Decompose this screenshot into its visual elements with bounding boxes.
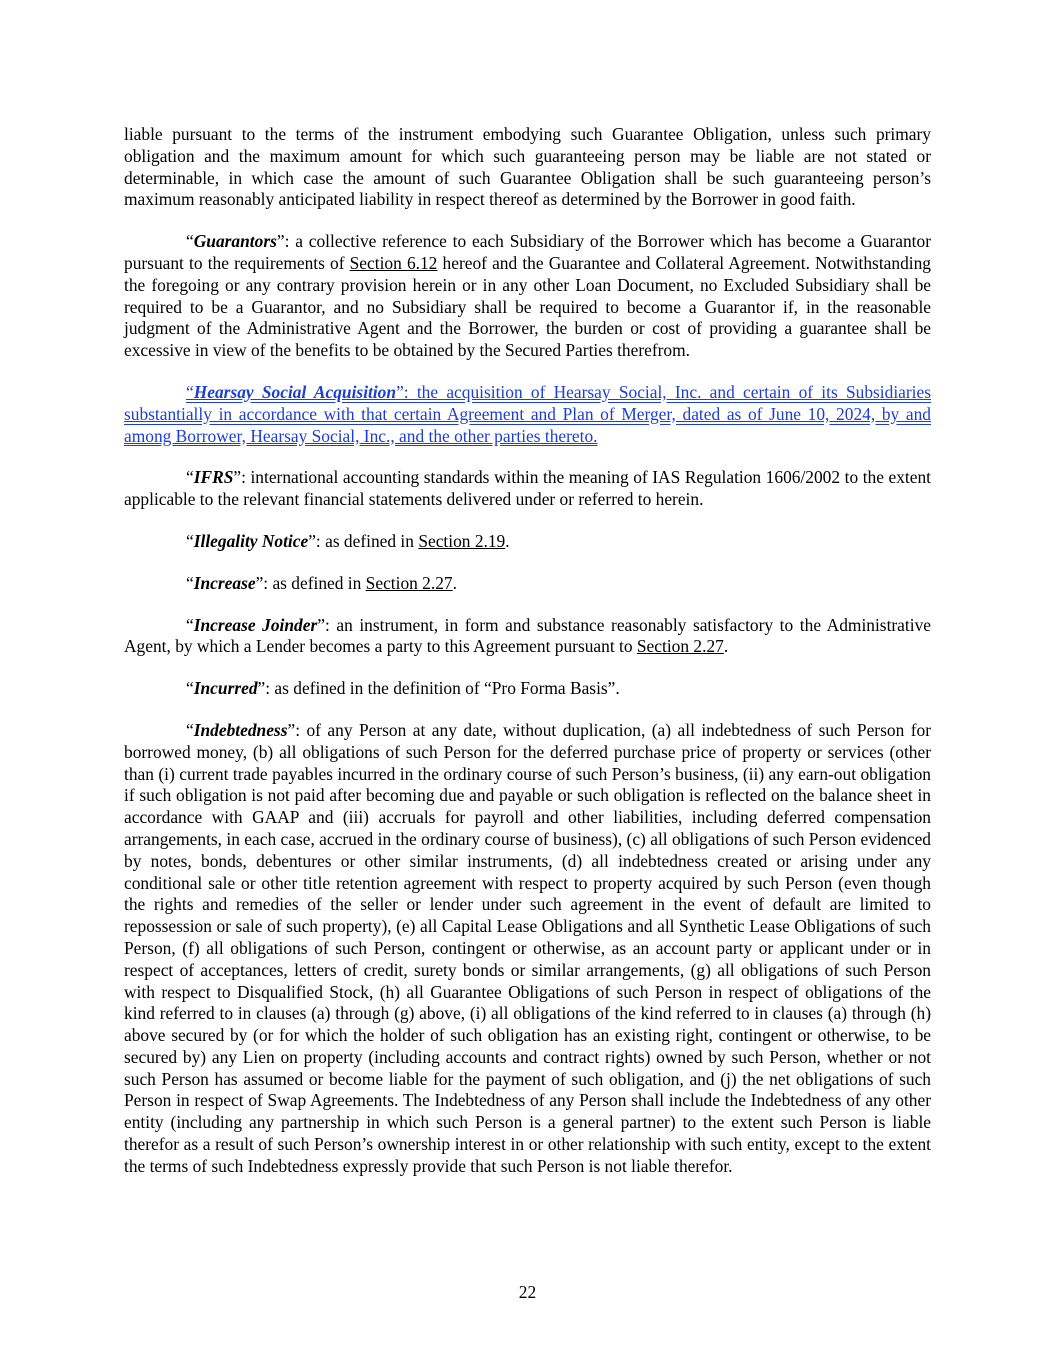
continuation-paragraph [124,124,931,211]
open-quote: “ [186,381,194,402]
open-quote: “ [186,530,194,551]
defined-term-indebtedness: Indebtedness [193,719,288,740]
open-quote: “ [186,719,194,740]
definition-text: ”: an instrument, in form and substance reasonably satisfactory to the Administrative Agent, by which a Lender becomes a party to this Agreement pursuant to [124,614,931,657]
defined-term-increase: Increase [193,572,256,593]
definition-illegality-notice [124,531,931,553]
document-page [124,124,931,1198]
definition-text: ”: as defined in [255,572,366,593]
section-reference-2-27[interactable]: Section 2.27 [636,636,724,657]
definition-end: . [505,530,510,551]
open-quote: “ [186,231,194,252]
definition-ifrs [124,467,931,511]
definition-increase [124,573,931,595]
section-reference-6-12[interactable]: Section 6.12 [349,252,438,273]
definition-end: . [452,572,457,593]
open-quote: “ [186,678,194,699]
defined-term-incurred: Incurred [193,678,258,699]
definition-text: ”: a collective reference to each Subsidiary of the Borrower which has become a Guarantor pursuant to the requirements of [124,231,931,273]
defined-term-ifrs: IFRS [193,467,234,488]
definition-text: ”: international accounting standards within the meaning of IAS Regulation 1606/2002 to the extent applicable to the relevant financial statements delivered under or referred to herein. [124,467,931,510]
page-number: 22 [518,1282,537,1302]
definition-indebtedness [124,720,931,1178]
definition-text: ”: the acquisition of Hearsay Social, Inc. and certain of its Subsidiaries substantially in accordance with that certain Agreement and Plan of Merger, dated as of June 10, 2024, by and among Borrower, Hearsay Social, Inc., and the other parties thereto. [124,381,931,446]
definition-text: ”: as defined in the definition of “Pro Forma Basis”. [257,678,620,699]
definition-increase-joinder [124,615,931,659]
open-quote: “ [186,614,194,635]
defined-term-guarantors: Guarantors [193,231,277,252]
definition-incurred [124,678,931,700]
definition-guarantors [124,231,931,362]
defined-term-increase-joinder: Increase Joinder [193,614,318,635]
definition-end: . [723,636,729,657]
defined-term-illegality-notice: Illegality Notice [193,530,309,551]
definition-text-rest: hereof and the Guarantee and Collateral Agreement. Notwithstanding the foregoing or any contrary provision herein or in any other Loan Document, no Excluded Subsidiary shall be required to be a Guarantor, and no Subsidiary shall be required to become a Guarantor if, in the reasonable judgment of the Administrative Agent and the Borrower, the burden or cost of providing a guarantee shall be excessive in view of the benefits to be obtained by the Secured Parties therefrom. [124,252,931,361]
open-quote: “ [186,572,194,593]
open-quote: “ [186,467,194,488]
definition-text: ”: as defined in [308,530,419,551]
continuation-text: liable pursuant to the terms of the instrument embodying such Guarantee Obligation, unless such primary obligation and the maximum amount for which such guaranteeing person may be liable are not stated or determinable, in which case the amount of such Guarantee Obligation shall be such guaranteeing person’s maximum reasonably anticipated liability in respect thereof as determined by the Borrower in good faith. [124,124,931,210]
defined-term-hearsay-social-acquisition: Hearsay Social Acquisition [193,381,397,402]
definition-hearsay-social-acquisition [124,382,931,447]
section-reference-2-27[interactable]: Section 2.27 [365,572,453,593]
section-reference-2-19[interactable]: Section 2.19 [418,530,506,551]
definition-text: ”: of any Person at any date, without duplication, (a) all indebtedness of such Person for borrowed money, (b) all obligations of such Person for the deferred purchase price of property or services (other than (i) current trade payables incurred in the ordinary course of such Person’s business, (ii) any earn-out obligation if such obligation is not paid after becoming due and payable or such obligation is reflected on the balance sheet in accordance with GAAP and (iii) accruals for payroll and other liabilities, including deferred compensation arrangements, in each case, accrued in the ordinary course of business), (c) all obligations of such Person evidenced by notes, bonds, debentures or other similar instruments, (d) all indebtedness created or arising under any conditional sale or other title retention agreement with respect to property acquired by such Person (even though the rights and remedies of the seller or lender under such agreement in the event of default are limited to repossession or sale of such property), (e) all Capital Lease Obligations and all Synthetic Lease Obligations of such Person, (f) all obligations of such Person, contingent or otherwise, as an account party or applicant under or in respect of acceptances, letters of credit, surety bonds or similar arrangements, (g) all obligations of such Person with respect to Disqualified Stock, (h) all Guarantee Obligations of such Person in respect of obligations of the kind referred to in clauses (a) through (g) above, (i) all obligations of the kind referred to in clauses (a) through (h) above secured by (or for which the holder of such obligation has an existing right, contingent or otherwise, to be secured by) any Lien on property (including accounts and contract rights) owned by such Person, whether or not such Person has assumed or become liable for the payment of such obligation, and (j) the net obligations of such Person in respect of Swap Agreements. The Indebtedness of any Person shall include the Indebtedness of any other entity (including any partnership in which such Person is a general partner) to the extent such Person is liable therefor as a result of such Person’s ownership interest in or other relationship with such entity, except to the extent the terms of such Indebtedness expressly provide that such Person is not liable therefor. [124,719,931,1176]
